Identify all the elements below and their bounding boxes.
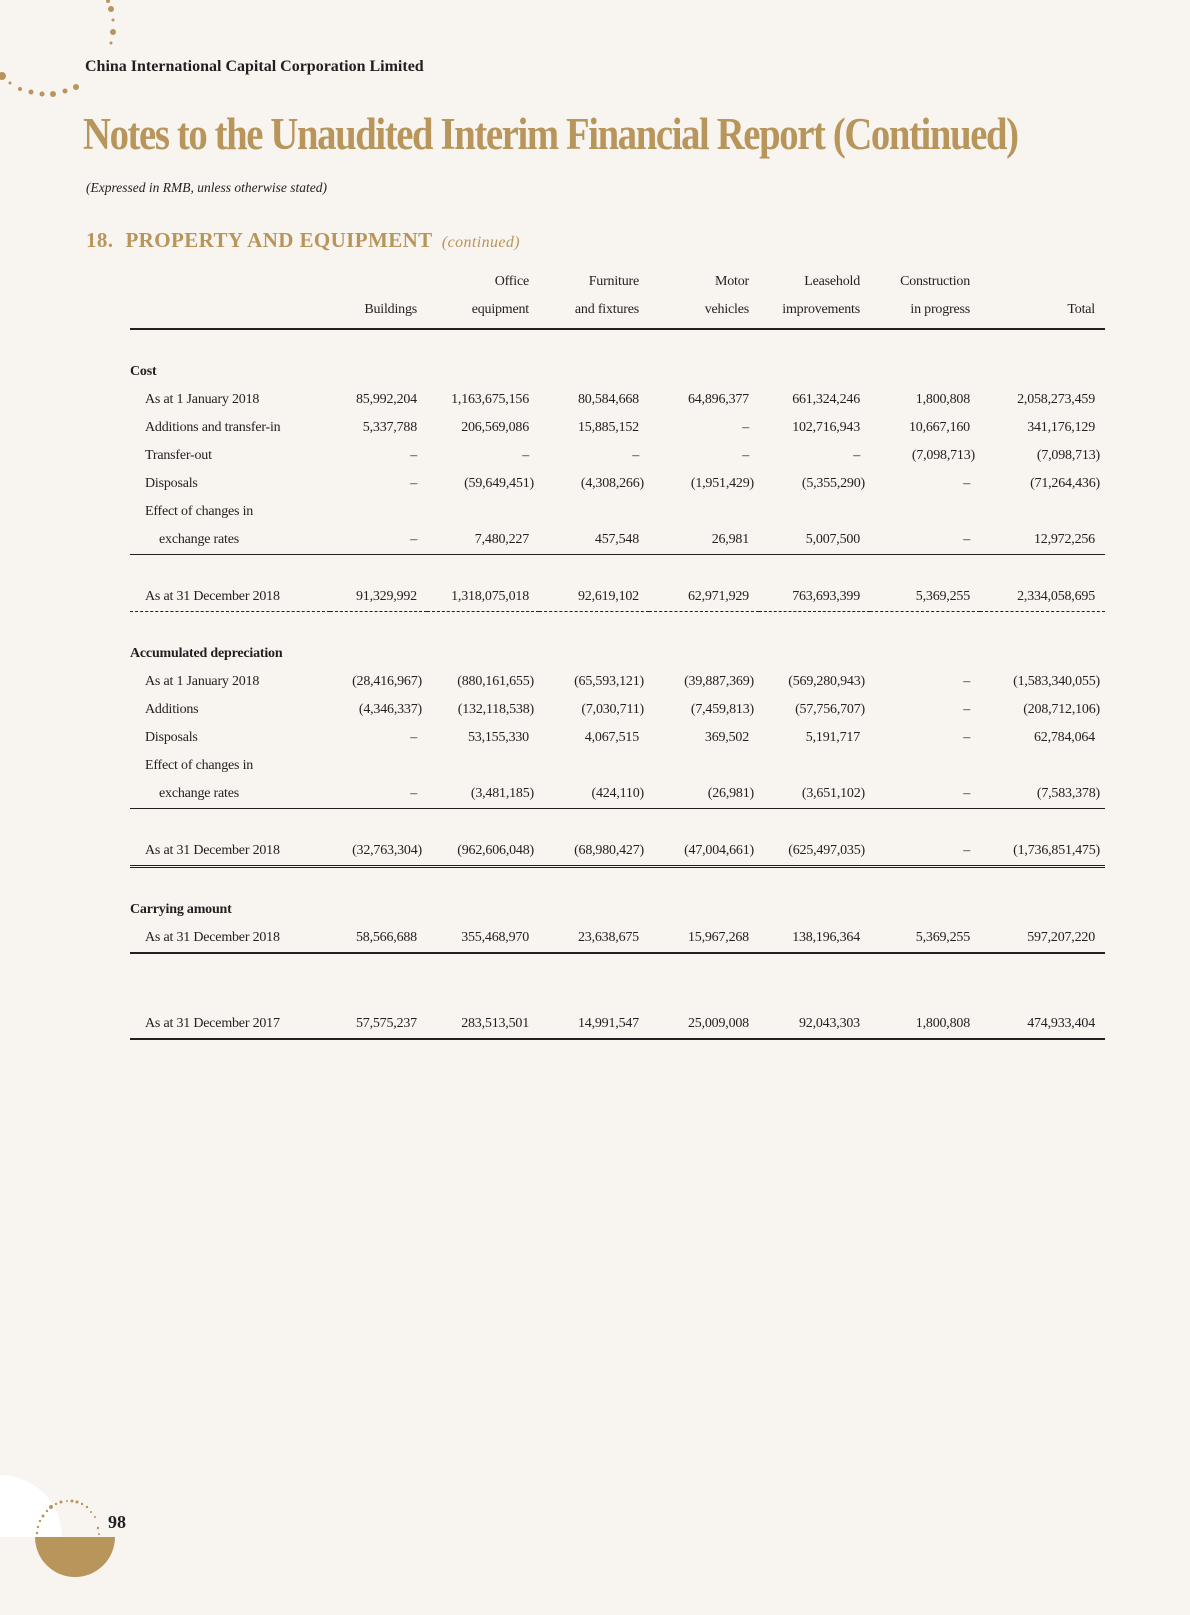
col-header-total: Total [980, 296, 1105, 329]
row-label: As at 31 December 2018 [130, 583, 330, 612]
cell: – [963, 674, 970, 689]
row-label: As at 1 January 2018 [145, 392, 260, 407]
cell: – [410, 448, 417, 463]
row-label: Additions [145, 702, 199, 717]
cell: 355,468,970 [427, 924, 539, 953]
table-header-row [130, 268, 1105, 296]
cell: 92,043,303 [759, 1010, 870, 1039]
table-row-subtotal [130, 583, 1105, 612]
row-label: Effect of changes in [145, 758, 254, 773]
table-row [130, 696, 1105, 724]
cell: 10,667,160 [908, 420, 970, 435]
col-header-line1 [980, 268, 1105, 296]
cell: 5,191,717 [805, 730, 860, 745]
cell: – [330, 780, 427, 809]
col-header-furniture: and fixtures [539, 296, 649, 329]
table-row [130, 780, 1105, 809]
cell: – [870, 526, 980, 555]
table-row [130, 498, 1105, 526]
cell: (424,110) [539, 780, 649, 809]
cell: 14,991,547 [539, 1010, 649, 1039]
cell: 15,885,152 [577, 420, 639, 435]
section-heading [86, 228, 520, 253]
company-name: China International Capital Corporation Limited [85, 58, 424, 75]
cell: 25,009,008 [649, 1010, 759, 1039]
row-label: Disposals [145, 476, 198, 491]
cell: 5,369,255 [870, 583, 980, 612]
cell: 91,329,992 [330, 583, 427, 612]
cell: (1,736,851,475) [980, 837, 1105, 867]
cell: 5,007,500 [759, 526, 870, 555]
cell: 341,176,129 [1027, 420, 1095, 435]
cell: – [963, 730, 970, 745]
row-label: Additions and transfer-in [145, 420, 281, 435]
cell: (569,280,943) [788, 674, 865, 689]
cell: 23,638,675 [539, 924, 649, 953]
col-header-construction: in progress [870, 296, 980, 329]
cell: 15,967,268 [649, 924, 759, 953]
cell: (7,098,713) [1036, 448, 1100, 463]
cell: 92,619,102 [539, 583, 649, 612]
cell: 12,972,256 [980, 526, 1105, 555]
cell: (57,756,707) [795, 702, 865, 717]
cell: – [410, 730, 417, 745]
header-label-cell [130, 268, 330, 296]
cell: – [963, 476, 970, 491]
cell: (4,346,337) [358, 702, 422, 717]
cell: 62,971,929 [649, 583, 759, 612]
table-row-subtotal [130, 837, 1105, 867]
cell: 283,513,501 [427, 1010, 539, 1039]
cell: (625,497,035) [759, 837, 870, 867]
row-heading: Accumulated depreciation [130, 646, 283, 661]
col-header-motor-vehicles: vehicles [649, 296, 759, 329]
cell: (1,951,429) [690, 476, 754, 491]
col-header-buildings: Buildings [330, 296, 427, 329]
cell: – [410, 476, 417, 491]
cell: 763,693,399 [759, 583, 870, 612]
col-header-line1: Office [494, 274, 529, 289]
decorative-dots-icon [0, 0, 130, 110]
cell: 53,155,330 [467, 730, 529, 745]
col-header-line1: Leasehold [804, 274, 860, 289]
cell: 80,584,668 [577, 392, 639, 407]
cell: – [853, 448, 860, 463]
page-footer-decoration-icon [0, 1470, 200, 1615]
cell: – [522, 448, 529, 463]
section-row-cost [130, 358, 1105, 386]
row-label: exchange rates [130, 526, 330, 555]
cell: (39,887,369) [684, 674, 754, 689]
cell: 4,067,515 [584, 730, 639, 745]
cell: (32,763,304) [330, 837, 427, 867]
table-row [130, 414, 1105, 442]
col-header-line1: Construction [900, 274, 970, 289]
col-header-line1 [330, 268, 427, 296]
cell: 64,896,377 [687, 392, 749, 407]
col-header-line1: Furniture [588, 274, 639, 289]
section-row-depreciation [130, 640, 1105, 668]
cell: – [632, 448, 639, 463]
cell: 1,163,675,156 [451, 392, 529, 407]
table-row [130, 442, 1105, 470]
row-heading: Carrying amount [130, 902, 232, 917]
cell: (28,416,967) [352, 674, 422, 689]
cell: (7,583,378) [980, 780, 1105, 809]
cell: – [742, 420, 749, 435]
cell: 597,207,220 [980, 924, 1105, 953]
page-title: Notes to the Unaudited Interim Financial Report (Continued) [83, 109, 1018, 159]
cell: (7,459,813) [690, 702, 754, 717]
row-label: As at 31 December 2017 [130, 1010, 330, 1039]
cell: 58,566,688 [330, 924, 427, 953]
cell: 5,369,255 [870, 924, 980, 953]
cell: (26,981) [649, 780, 759, 809]
cell: 1,318,075,018 [427, 583, 539, 612]
cell: (5,355,290) [801, 476, 865, 491]
cell: (4,308,266) [580, 476, 644, 491]
cell: (65,593,121) [574, 674, 644, 689]
row-label: Effect of changes in [145, 504, 254, 519]
cell: 5,337,788 [362, 420, 417, 435]
table-row [130, 386, 1105, 414]
cell: (880,161,655) [457, 674, 534, 689]
property-equipment-table [130, 268, 1105, 1040]
cell: – [963, 702, 970, 717]
table-row-total [130, 924, 1105, 953]
cell: 7,480,227 [427, 526, 539, 555]
col-header-line1: Motor [714, 274, 749, 289]
cell: (71,264,436) [1030, 476, 1100, 491]
cell: (1,583,340,055) [1013, 674, 1100, 689]
col-header-leasehold: improvements [759, 296, 870, 329]
row-label: exchange rates [130, 780, 330, 809]
cell: (3,651,102) [759, 780, 870, 809]
cell: 57,575,237 [330, 1010, 427, 1039]
cell: – [742, 448, 749, 463]
table-row [130, 470, 1105, 498]
section-continued: (continued) [441, 234, 521, 251]
section-row-carrying [130, 896, 1105, 924]
cell: 1,800,808 [915, 392, 970, 407]
cell: – [870, 837, 980, 867]
section-title: PROPERTY AND EQUIPMENT [125, 228, 433, 252]
cell: 369,502 [704, 730, 749, 745]
cell: (47,004,661) [649, 837, 759, 867]
cell: – [330, 526, 427, 555]
cell: 457,548 [539, 526, 649, 555]
cell: 2,334,058,695 [980, 583, 1105, 612]
table-header-row [130, 296, 1105, 329]
row-label: Disposals [145, 730, 198, 745]
cell: 661,324,246 [792, 392, 860, 407]
cell: 62,784,064 [1033, 730, 1095, 745]
cell: 26,981 [649, 526, 759, 555]
table-row-total [130, 1010, 1105, 1039]
cell: – [870, 780, 980, 809]
cell: (132,118,538) [457, 702, 534, 717]
cell: 85,992,204 [355, 392, 417, 407]
row-label: As at 31 December 2018 [130, 924, 330, 953]
cell: 474,933,404 [980, 1010, 1105, 1039]
col-header-office-equipment: equipment [427, 296, 539, 329]
table-row [130, 526, 1105, 555]
row-label: Transfer-out [145, 448, 212, 463]
cell: 1,800,808 [870, 1010, 980, 1039]
cell: 138,196,364 [759, 924, 870, 953]
row-label: As at 31 December 2018 [130, 837, 330, 867]
header-label-cell [130, 296, 330, 329]
table-row [130, 724, 1105, 752]
cell: (7,098,713) [911, 448, 975, 463]
table-row [130, 668, 1105, 696]
cell: (68,980,427) [539, 837, 649, 867]
cell: (208,712,106) [1023, 702, 1100, 717]
cell: 2,058,273,459 [1017, 392, 1095, 407]
cell: (7,030,711) [581, 702, 644, 717]
cell: (962,606,048) [427, 837, 539, 867]
row-heading: Cost [130, 364, 157, 379]
row-label: As at 1 January 2018 [145, 674, 260, 689]
cell: 102,716,943 [792, 420, 860, 435]
cell: (59,649,451) [464, 476, 534, 491]
section-number: 18. [86, 228, 114, 252]
page-number: 98 [108, 1512, 126, 1532]
currency-note: (Expressed in RMB, unless otherwise stated) [86, 180, 327, 195]
cell: 206,569,086 [461, 420, 529, 435]
cell: (3,481,185) [427, 780, 539, 809]
table-row [130, 752, 1105, 780]
